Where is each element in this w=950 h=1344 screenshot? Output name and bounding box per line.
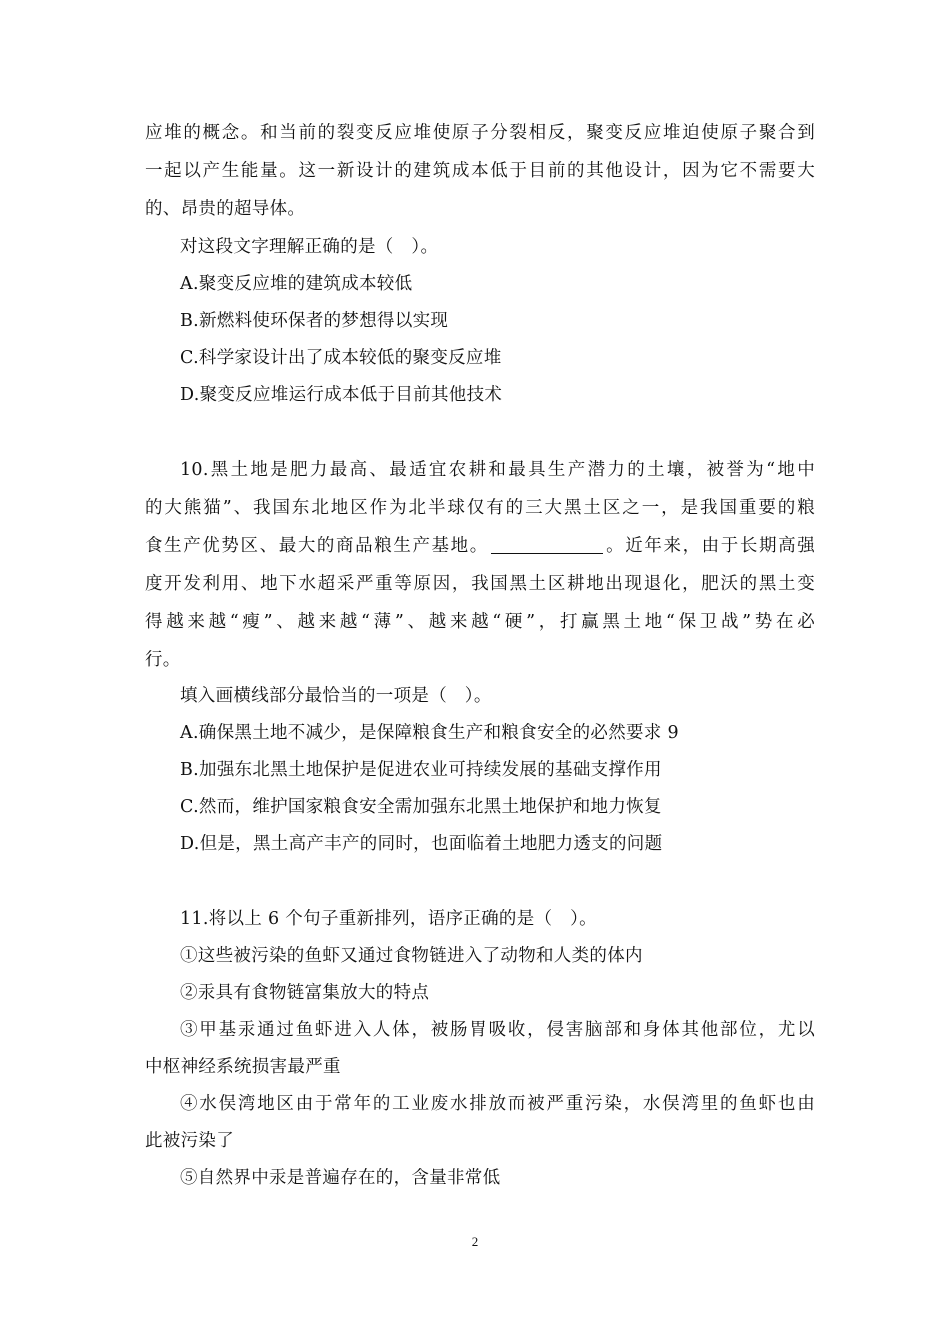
fill-in-blank <box>491 535 603 554</box>
q9-passage-line-3: 的、昂贵的超导体。 <box>145 199 306 219</box>
q10-line3-before: 食生产优势区、最大的商品粮生产基地。 <box>145 536 489 556</box>
q10-passage-line-4: 度开发利用、地下水超采严重等原因，我国黑土区耕地出现退化，肥沃的黑土变 <box>145 574 815 594</box>
q9-passage-line-2: 一起以产生能量。这一新设计的建筑成本低于目前的其他设计，因为它不需要大 <box>145 161 815 181</box>
q10-option-b: B.加强东北黑土地保护是促进农业可持续发展的基础支撑作用 <box>180 760 662 780</box>
q9-option-c: C.科学家设计出了成本较低的聚变反应堆 <box>180 348 502 368</box>
q9-option-d: D.聚变反应堆运行成本低于目前其他技术 <box>180 385 503 405</box>
q10-passage-line-3 <box>145 534 815 558</box>
q9-option-b: B.新燃料使环保者的梦想得以实现 <box>180 311 449 331</box>
q11-prompt: 11.将以上 6 个句子重新排列，语序正确的是（ ）。 <box>180 909 597 929</box>
q10-passage-line-6: 行。 <box>145 650 181 670</box>
q10-line3-after: 。近年来，由于长期高强 <box>604 536 815 556</box>
q10-option-d: D.但是，黑土高产丰产的同时，也面临着土地肥力透支的问题 <box>180 834 663 854</box>
q10-prompt: 填入画横线部分最恰当的一项是（ ）。 <box>180 686 492 706</box>
page-number: 2 <box>471 1234 479 1249</box>
q9-passage-line-1: 应堆的概念。和当前的裂变反应堆使原子分裂相反，聚变反应堆迫使原子聚合到 <box>145 123 815 143</box>
q11-sentence-4-line-1: ④水俣湾地区由于常年的工业废水排放而被严重污染，水俣湾里的鱼虾也由 <box>180 1094 815 1114</box>
q11-sentence-1: ①这些被污染的鱼虾又通过食物链进入了动物和人类的体内 <box>180 946 643 966</box>
q11-sentence-3-line-1: ③甲基汞通过鱼虾进入人体，被肠胃吸收，侵害脑部和身体其他部位，尤以 <box>180 1020 815 1040</box>
q11-sentence-5: ⑤自然界中汞是普遍存在的，含量非常低 <box>180 1168 501 1188</box>
q11-sentence-2: ②汞具有食物链富集放大的特点 <box>180 983 430 1003</box>
q10-passage-line-5: 得越来越“瘦”、越来越“薄”、越来越“硬”，打赢黑土地“保卫战”势在必 <box>145 612 815 632</box>
q11-sentence-4-line-2: 此被污染了 <box>145 1131 234 1151</box>
q10-option-a: A.确保黑土地不减少，是保障粮食生产和粮食安全的必然要求 9 <box>180 723 679 743</box>
q10-passage-line-1: 10.黑土地是肥力最高、最适宜农耕和最具生产潜力的土壤，被誉为“地中 <box>180 460 815 480</box>
q9-prompt: 对这段文字理解正确的是（ ）。 <box>180 237 439 257</box>
q10-option-c: C.然而，维护国家粮食安全需加强东北黑土地保护和地力恢复 <box>180 797 662 817</box>
q11-sentence-3-line-2: 中枢神经系统损害最严重 <box>145 1057 341 1077</box>
q9-option-a: A.聚变反应堆的建筑成本较低 <box>180 274 413 294</box>
q10-passage-line-2: 的大熊猫”、我国东北地区作为北半球仅有的三大黑土区之一，是我国重要的粮 <box>145 498 815 518</box>
